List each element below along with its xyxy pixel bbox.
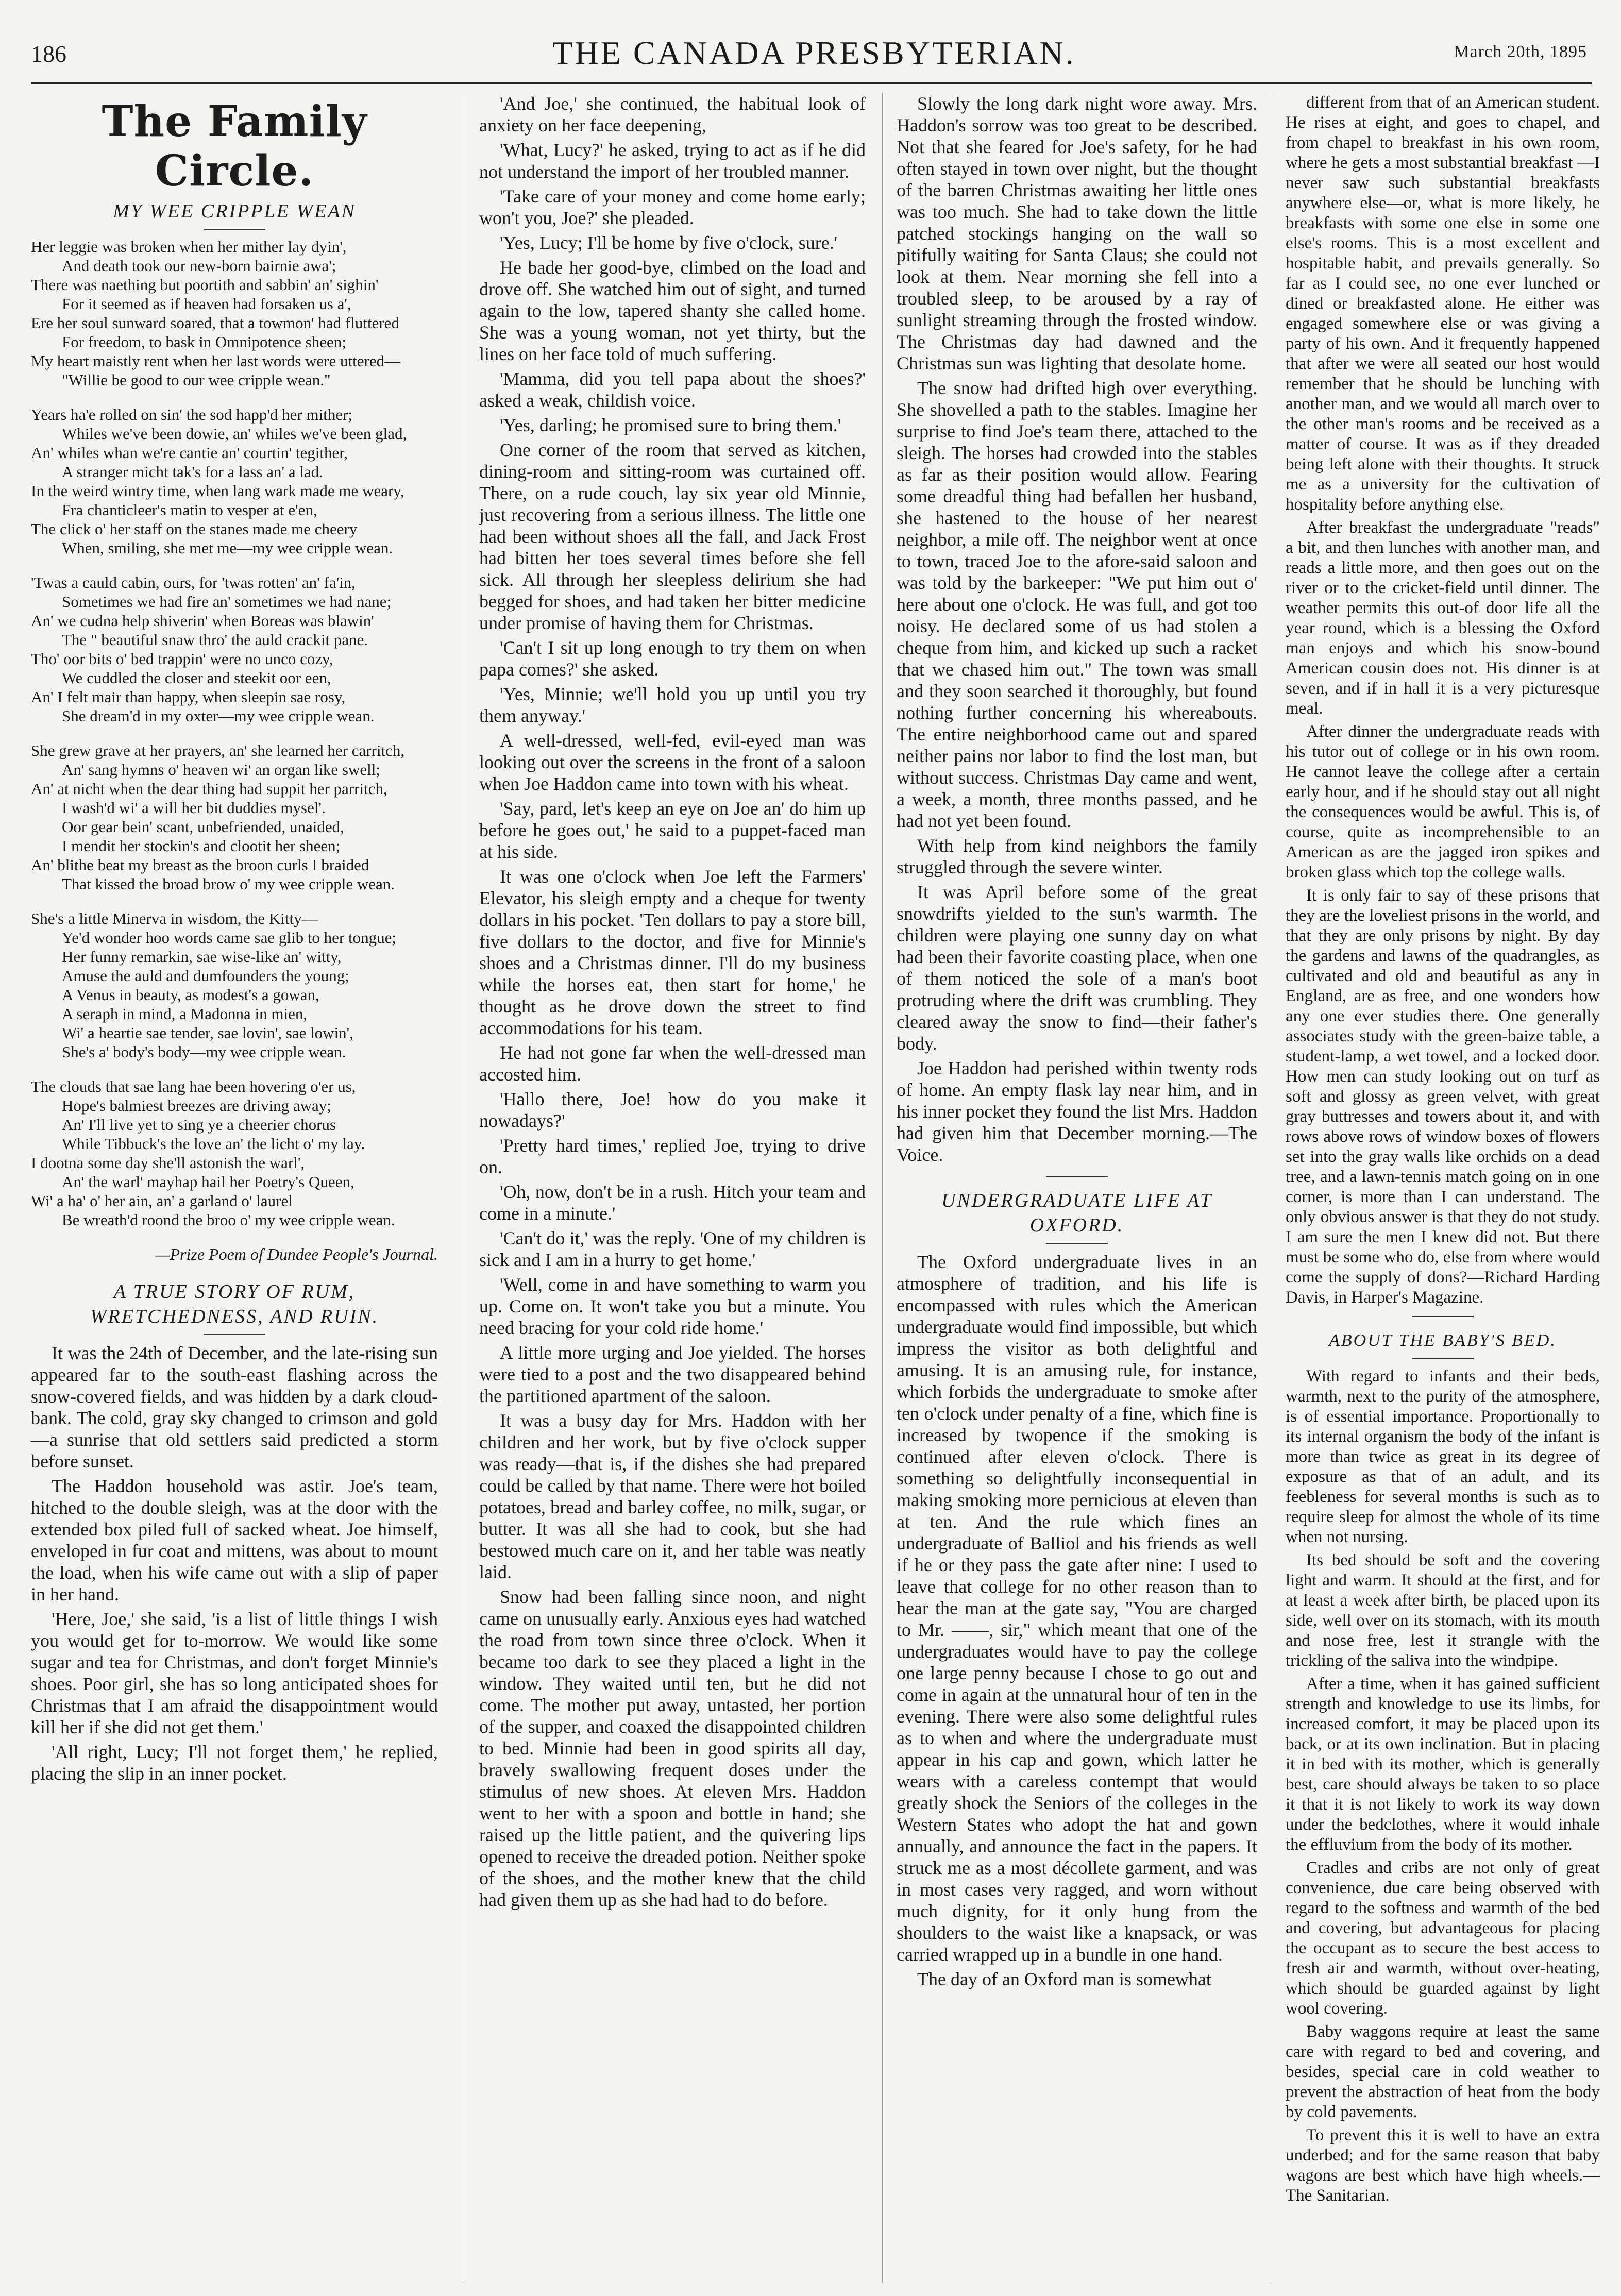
paragraph: 'Hallo there, Joe! how do you make it nowadays?'	[479, 1089, 866, 1131]
poem-line: Her funny remarkin, sae wise-like an' witty,	[62, 948, 342, 966]
paragraph: 'Here, Joe,' she said, 'is a list of little things I wish you would get for to-morrow. We would like some sugar and tea for Christmas, and don't forget Minnie's shoes. Poor girl, she has so long anticipated shoes for Christmas that I am afraid the disappointment would kill her if she did not get them.'	[31, 1609, 438, 1737]
poem-line: An' whiles whan we're cantie an' courtin' tegither,	[31, 444, 348, 462]
paragraph: The Haddon household was astir. Joe's team, hitched to the double sleigh, was at the door with the extended box piled full of sacked wheat. Joe himself, enveloped in fur coat and mittens, was about to mount the load, when his wife came out with a slip of paper in her hand.	[31, 1476, 438, 1605]
paragraph: Slowly the long dark night wore away. Mrs. Haddon's sorrow was too great to be described. Not that she feared for Joe's safety, for he had often stayed in town over night, but the thought of the barren Christmas awaiting her little ones was too much. She had to take down the little patched stockings hanging on the wall so pitifully waiting for Santa Claus; she could not look at them. Near morning she fell into a troubled sleep, to be aroused by a ray of sunlight streaming through the frosted window. The Christmas day had dawned and the Christmas sun was lighting that desolate home.	[897, 93, 1257, 374]
poem-line: She's a' body's body—my wee cripple wean.	[62, 1043, 346, 1061]
column-4	[1286, 93, 1600, 2209]
poem-line: "Willie be good to our wee cripple wean."	[62, 371, 331, 389]
paragraph: 'Can't I sit up long enough to try them on when papa comes?' she asked.	[479, 637, 866, 680]
paragraph: The snow had drifted high over everything. She shovelled a path to the stables. Imagine her surprise to find Joe's team there, attached to the sleigh. The horses had crowded into the stables as far as their position would allow. Fearing some dreadful thing had befallen her husband, she hastened to the house of her nearest neighbor, a mile off. The neighbor went at once to town, traced Joe to the afore-said saloon and was told by the barkeeper: "We put him out o' here about one o'clock. He was full, and got too noisy. He declared some of us had stolen a cheque from him, and kicked up such a racket that we chased him out." The town was small and they soon searched it thoroughly, but found nothing further concerning his whereabouts. The entire neighborhood came out and spared neither pains nor labor to find the lost man, but without success. Christmas Day came and went, a week, a month, three months passed, and he had not yet been found.	[897, 378, 1257, 831]
poem-line: Ere her soul sunward soared, that a towmon' had fluttered	[31, 314, 399, 332]
poem-stanza	[31, 1077, 438, 1229]
paragraph: After dinner the undergraduate reads with his tutor out of college or in his own room. He cannot leave the college after a certain early hour, and if he should stay out all night the consequences would be awful. This is, of course, quite as incomprehensible to an American as are the jagged iron spikes and broken glass which top the college walls.	[1286, 722, 1600, 882]
poem-line: Oor gear bein' scant, unbefriended, unaided,	[62, 818, 344, 836]
section-title: The Family Circle.	[102, 97, 367, 196]
poem-line: The clouds that sae lang hae been hovering o'er us,	[31, 1077, 356, 1095]
paragraph: 'Yes, darling; he promised sure to bring them.'	[500, 415, 841, 435]
paragraph: 'Oh, now, don't be in a rush. Hitch your team and come in a minute.'	[479, 1181, 866, 1224]
poem-line: A seraph in mind, a Madonna in mien,	[62, 1005, 308, 1023]
title-rule	[1046, 1243, 1108, 1244]
poem-line: I wash'd wi' a will her bit duddies mysel'.	[62, 799, 326, 817]
poem-line: Hope's balmiest breezes are driving away;	[62, 1096, 331, 1115]
story-conclusion	[897, 93, 1257, 1166]
paragraph: Baby waggons require at least the same care with regard to bed and covering, and besides, special care in cold weather to prevent the abstraction of heat from the body by cold pavements.	[1286, 2022, 1600, 2121]
paragraph: With regard to infants and their beds, warmth, next to the purity of the atmosphere, is of essential importance. Proportionally to its internal organism the body of the infant is more than twice as great in its degree of exposure as that of an adult, and its feebleness for several months is such as to require sleep for almost the whole of its time when not nursing.	[1286, 1367, 1600, 1546]
poem-line: She grew grave at her prayers, an' she learned her carritch,	[31, 741, 405, 759]
paragraph: 'Pretty hard times,' replied Joe, trying to drive on.	[479, 1135, 866, 1177]
paragraph: 'Well, come in and have something to warm you up. Come on. It won't take you but a minute. You need bracing for your cold ride home.'	[479, 1274, 866, 1338]
poem-line: When, smiling, she met me—my wee cripple wean.	[62, 539, 393, 557]
paragraph: To prevent this it is well to have an extra underbed; and for the same reason that baby wagons are best which have high wheels.—The Sanitarian.	[1286, 2126, 1600, 2205]
poem-stanza	[31, 909, 438, 1061]
poem-line: The " beautiful snaw thro' the auld crackit pane.	[62, 631, 368, 649]
poem-line: Fra chanticleer's matin to vesper at e'en,	[62, 501, 317, 519]
poem-stanza	[31, 741, 438, 893]
newspaper-page	[21, 0, 1608, 2296]
poem-line: For it seemed as if heaven had forsaken us a',	[62, 295, 351, 313]
poem-line: Her leggie was broken when her mither lay dyin',	[31, 238, 347, 256]
story-body	[31, 1342, 438, 1784]
column-2	[479, 93, 866, 1914]
poem-line: I dootna some day she'll astonish the warl',	[31, 1154, 305, 1172]
poem-line: While Tibbuck's the love an' the licht o' my lay.	[62, 1135, 365, 1153]
paragraph: A little more urging and Joe yielded. The horses were tied to a post and the two disappeared behind the partitioned apartment of the saloon.	[479, 1342, 866, 1406]
poem-title: MY WEE CRIPPLE WEAN	[113, 200, 356, 222]
paragraph: It was the 24th of December, and the late-rising sun appeared far to the south-east flashing across the snow-covered fields, and was hidden by a dark cloud-bank. The cold, gray sky changed to crimson and gold —a sunrise that old settlers said predicted a storm before sunset.	[31, 1343, 438, 1472]
paragraph: Its bed should be soft and the covering light and warm. It should at the first, and for at least a week after birth, be placed upon its side, well over on its stomach, with its mouth and nose free, lest it strangle with the trickling of the saliva into the windpipe.	[1286, 1551, 1600, 1670]
masthead-title: THE CANADA PRESBYTERIAN.	[552, 35, 1076, 71]
poem-line: She dream'd in my oxter—my wee cripple wean.	[62, 707, 375, 725]
paragraph: It was a busy day for Mrs. Haddon with her children and her work, but by five o'clock supper was ready—that is, if the dishes she had prepared could be called by that name. There were hot boiled potatoes, bread and barley coffee, no milk, sugar, or butter. It was all she had to cook, but she had bestowed much care on it, and her table was neatly laid.	[479, 1410, 866, 1582]
column-3	[897, 93, 1257, 1993]
article-title: ABOUT THE BABY'S BED.	[1329, 1331, 1557, 1350]
poem-line: Sometimes we had fire an' sometimes we had nane;	[62, 593, 392, 611]
paragraph: 'Can't do it,' was the reply. 'One of my children is sick and I am in a hurry to get home.'	[479, 1228, 866, 1270]
column-divider	[882, 93, 883, 2283]
oxford-article-body	[897, 1251, 1257, 1990]
poem-line: In the weird wintry time, when lang wark made me weary,	[31, 482, 404, 500]
section-rule	[1412, 1316, 1474, 1317]
poem-line: The click o' her staff on the stanes made me cheery	[31, 520, 358, 538]
paragraph: After breakfast the undergraduate "reads" a bit, and then lunches with another man, and reads a little more, and then goes out on the river or to the cricket-field until dinner. The weather permits this out-of door life all the year round, which is a blessing the Oxford man enjoys and which his snow-bound American cousin does not. His dinner is at seven, and if in hall it is a very picturesque meal.	[1286, 518, 1600, 718]
poem-stanza	[31, 573, 438, 725]
poem-line: Years ha'e rolled on sin' the sod happ'd her mither;	[31, 406, 353, 424]
paragraph: 'All right, Lucy; I'll not forget them,' he replied, placing the slip in an inner pocket.	[31, 1742, 438, 1784]
paragraph: Joe Haddon had perished within twenty rods of home. An empty flask lay near him, and in his inner pocket they found the list Mrs. Haddon had given him that December morning.—The Voice.	[897, 1058, 1257, 1165]
poem-line: My heart maistly rent when her last words were uttered—	[31, 352, 401, 370]
poem-line: Whiles we've been dowie, an' whiles we've been glad,	[62, 425, 407, 443]
poem-line: She's a little Minerva in wisdom, the Kitty—	[31, 909, 318, 927]
paragraph: It was April before some of the great snowdrifts yielded to the sun's warmth. The children were playing one sunny day on what had been their favorite coasting place, when one of them noticed the sole of a man's boot protruding where the drift was crumbling. They cleared away the snow to find—their father's body.	[897, 882, 1257, 1054]
paragraph: 'Yes, Lucy; I'll be home by five o'clock, sure.'	[500, 232, 838, 253]
poem-line: Ye'd wonder hoo words came sae glib to her tongue;	[62, 928, 397, 947]
paragraph: One corner of the room that served as kitchen, dining-room and sitting-room was curtained off. There, on a rude couch, lay six year old Minnie, just recovering from a serious illness. The little one had been without shoes all the fall, and Jack Frost had bitten her toes several times before she fell sick. All through her sleepless delirium she had begged for shoes, and had taken her bitter medicine under promise of having them for Christmas.	[479, 440, 866, 633]
paragraph: It is only fair to say of these prisons that they are the loveliest prisons in the world, and that they are only prisons by night. By day the gardens and lawns of the quadrangles, as cultivated and old and beautiful as any in England, are as free, and one wonders how any one ever studies there. One generally associates study with the green-baize table, a student-lamp, a wet towel, and a locked door. How men can study looking out on turf as soft and glossy as green velvet, with great gray buttresses and towers about it, and with rows above rows of window boxes of flowers set into the gray walls like orchids on a dead tree, and a lawn-tennis match going on in one corner, is more than I can understand. The only obvious answer is that they do not study. I am sure the men I knew did not. But there must be some who do, else from where would come the supply of dons?—Richard Harding Davis, in Harper's Magazine.	[1286, 886, 1600, 1307]
poem-line: There was naething but poortith and sabbin' an' sighin'	[31, 276, 379, 294]
paragraph: It was one o'clock when Joe left the Farmers' Elevator, his sleigh empty and a cheque for twenty dollars in his pocket. 'Ten dollars to pay a store bill, five dollars to the doctor, and five for Minnie's shoes and a Christmas dinner. I'll do my business while the horses eat, then start for home,' he thought as he drove down the street to find accommodations for his team.	[479, 866, 866, 1038]
paragraph: different from that of an American student. He rises at eight, and goes to chapel, and from chapel to breakfast in his own room, where he gets a most substantial breakfast —I never saw such substantial breakfasts anywhere else—or, what is more likely, he breakfasts with some one else in some one else's rooms. This is a most excellent and hospitable habit, and prevails generally. So far as I could see, no one ever lunched or dined or breakfasted alone. He either was engaged somewhere else or was giving a party of his own. And it frequently happened that after we were all seated our host would remember that he should be lunching with another man, and we would all march over to the other man's rooms and be received as a matter of course. It was as if they dreaded being left alone with their thoughts. It struck me as a university for the cultivation of hospitality before anything else.	[1286, 93, 1600, 514]
poem-credit: —Prize Poem of Dundee People's Journal.	[155, 1245, 438, 1263]
column-1	[31, 93, 438, 1787]
article-title: UNDERGRADUATE LIFE AT OXFORD.	[941, 1190, 1212, 1236]
paragraph: Cradles and cribs are not only of great convenience, due care being observed with regard to the softness and warmth of the bed and covering, but advantageous for placing the occupant as to secure the best access to fresh air and warmth, without over-heating, which should be guarded against by light wool covering.	[1286, 1859, 1600, 2018]
poem-line: I mendit her stockin's and clootit her sheen;	[62, 837, 341, 855]
poem-line: A Venus in beauty, as modest's a gowan,	[62, 986, 319, 1004]
poem-line: An' the warl' mayhap hail her Poetry's Queen,	[62, 1173, 354, 1191]
issue-date: March 20th, 1895	[1454, 42, 1587, 61]
paragraph: Snow had been falling since noon, and night came on unusually early. Anxious eyes had watched the road from town since three o'clock. When it became too dark to see they placed a light in the window. They waited until ten, but he did not come. The mother put away, untasted, her portion of the supper, and coaxed the disappointed children to bed. Minnie had been in good spirits all day, bravely swallowing frequent doses under the stimulus of new shoes. At eleven Mrs. Haddon went to her with a spoon and bottle in hand; she raised up the little patient, and the quivering lips opened to receive the dreaded potion. Neither spoke of the shoes, and the mother knew that the child had given them up as she had had to do before.	[479, 1586, 866, 1910]
paragraph: He bade her good-bye, climbed on the load and drove off. She watched him out of sight, and turned again to the low, tapered shanty she called home. She was a young woman, not yet thirty, but the lines on her face told of much suffering.	[479, 257, 866, 364]
paragraph: The day of an Oxford man is somewhat	[917, 1969, 1211, 1989]
poem-line: And death took our new-born bairnie awa';	[62, 257, 336, 275]
paragraph: He had not gone far when the well-dressed man accosted him.	[479, 1042, 866, 1085]
paragraph: A well-dressed, well-fed, evil-eyed man was looking out over the screens in the front of a saloon when Joe Haddon came into town with his wheat.	[479, 730, 866, 794]
oxford-article-continued	[1286, 93, 1600, 1308]
poem-line: A stranger micht tak's for a lass an' a lad.	[62, 463, 324, 481]
poem-line: An' at nicht when the dear thing had suppit her parritch,	[31, 780, 387, 798]
poem-line: An' I felt mair than happy, when sleepin sae rosy,	[31, 688, 346, 706]
poem-line: An' sang hymns o' heaven wi' an organ like swell;	[62, 761, 380, 779]
paragraph: 'Take care of your money and come home early; won't you, Joe?' she pleaded.	[479, 186, 866, 228]
title-rule	[1412, 1358, 1474, 1359]
poem-line: An' we cudna help shiverin' when Boreas was blawin'	[31, 612, 374, 630]
paragraph: After a time, when it has gained sufficient strength and knowledge to use its limbs, for increased comfort, it may be placed upon its back, or at its own inclination. But in placing it in bed with its mother, which is generally best, care should always be taken to so place it that it is not likely to work its way down under the bedclothes, where it would inhale the effluvium from the body of its mother.	[1286, 1675, 1600, 1854]
title-rule	[204, 229, 265, 230]
poem-line: An' I'll live yet to sing ye a cheerier chorus	[62, 1116, 336, 1134]
poem-stanza	[31, 237, 438, 390]
paragraph: With help from kind neighbors the family struggled through the severe winter.	[897, 835, 1257, 877]
page-header	[21, 0, 1608, 77]
baby-bed-article-body	[1286, 1366, 1600, 2206]
poem-line: Amuse the auld and dumfounders the young;	[62, 967, 349, 985]
poem-body	[31, 237, 438, 1229]
header-rule	[31, 82, 1592, 84]
section-rule	[1046, 1176, 1108, 1177]
paragraph: 'Mamma, did you tell papa about the shoes?' asked a weak, childish voice.	[479, 368, 866, 411]
story-continued	[479, 93, 866, 1911]
paragraph: 'Say, pard, let's keep an eye on Joe an' do him up before he goes out,' he said to a puppet-faced man at his side.	[479, 798, 866, 862]
poem-line: An' blithe beat my breast as the broon curls I braided	[31, 856, 369, 874]
page-number: 186	[31, 41, 66, 67]
paragraph: The Oxford undergraduate lives in an atmosphere of tradition, and his life is encompassed with rules which the American undergraduate would find impossible, but which impress the visitor as both delightful and amusing. It is an amusing rule, for instance, which forbids the undergraduate to smoke after ten o'clock under penalty of a fine, which fine is increased by twopence if the smoking is continued after eleven o'clock. There is something so delightfully inconsequential in making smoking more pernicious at eleven than at ten. And the rule which fines an undergraduate of Balliol and his friends as well if he or they pass the gate after nine: I used to leave that college for no other reason than to hear the man at the gate say, "You are charged to Mr. ——, sir," which meant that one of the undergraduates would have to pay the college one large penny because I chose to go out and come in again at the unnatural hour of ten in the evening. There were also some delightful rules as to when and where the undergraduate must appear in his cap and gown, which latter he wears with a careless contempt that would greatly shock the Seniors of the colleges in the Western States who adopt the hat and gown annually, and announce the fact in the papers. It struck me as a most décollete garment, and was in most cases very ragged, and worn without much dignity, for it only hung from the shoulders to the waist like a knapsack, or was carried wrapped up in a bundle in one hand.	[897, 1252, 1257, 1965]
paragraph: 'Yes, Minnie; we'll hold you up until you try them anyway.'	[479, 684, 866, 726]
poem-line: Wi' a ha' o' her ain, an' a garland o' laurel	[31, 1192, 293, 1210]
poem-line: Be wreath'd roond the broo o' my wee cripple wean.	[62, 1211, 395, 1229]
poem-line: Wi' a heartie sae tender, sae lovin', sae lowin',	[62, 1024, 354, 1042]
poem-stanza	[31, 405, 438, 558]
poem-line: Tho' oor bits o' bed trappin' were no unco cozy,	[31, 650, 333, 668]
poem-line: 'Twas a cauld cabin, ours, for 'twas rotten' an' fa'in,	[31, 573, 356, 592]
title-rule	[204, 1334, 265, 1335]
poem-line: We cuddled the closer and steekit oor een,	[62, 669, 331, 687]
paragraph: 'And Joe,' she continued, the habitual look of anxiety on her face deepening,	[479, 93, 866, 136]
story-title: A TRUE STORY OF RUM, WRETCHEDNESS, AND RUIN.	[90, 1281, 379, 1327]
paragraph: 'What, Lucy?' he asked, trying to act as if he did not understand the import of her troubled manner.	[479, 140, 866, 182]
poem-line: That kissed the broad brow o' my wee cripple wean.	[62, 875, 395, 893]
poem-line: For freedom, to bask in Omnipotence sheen;	[62, 333, 346, 351]
